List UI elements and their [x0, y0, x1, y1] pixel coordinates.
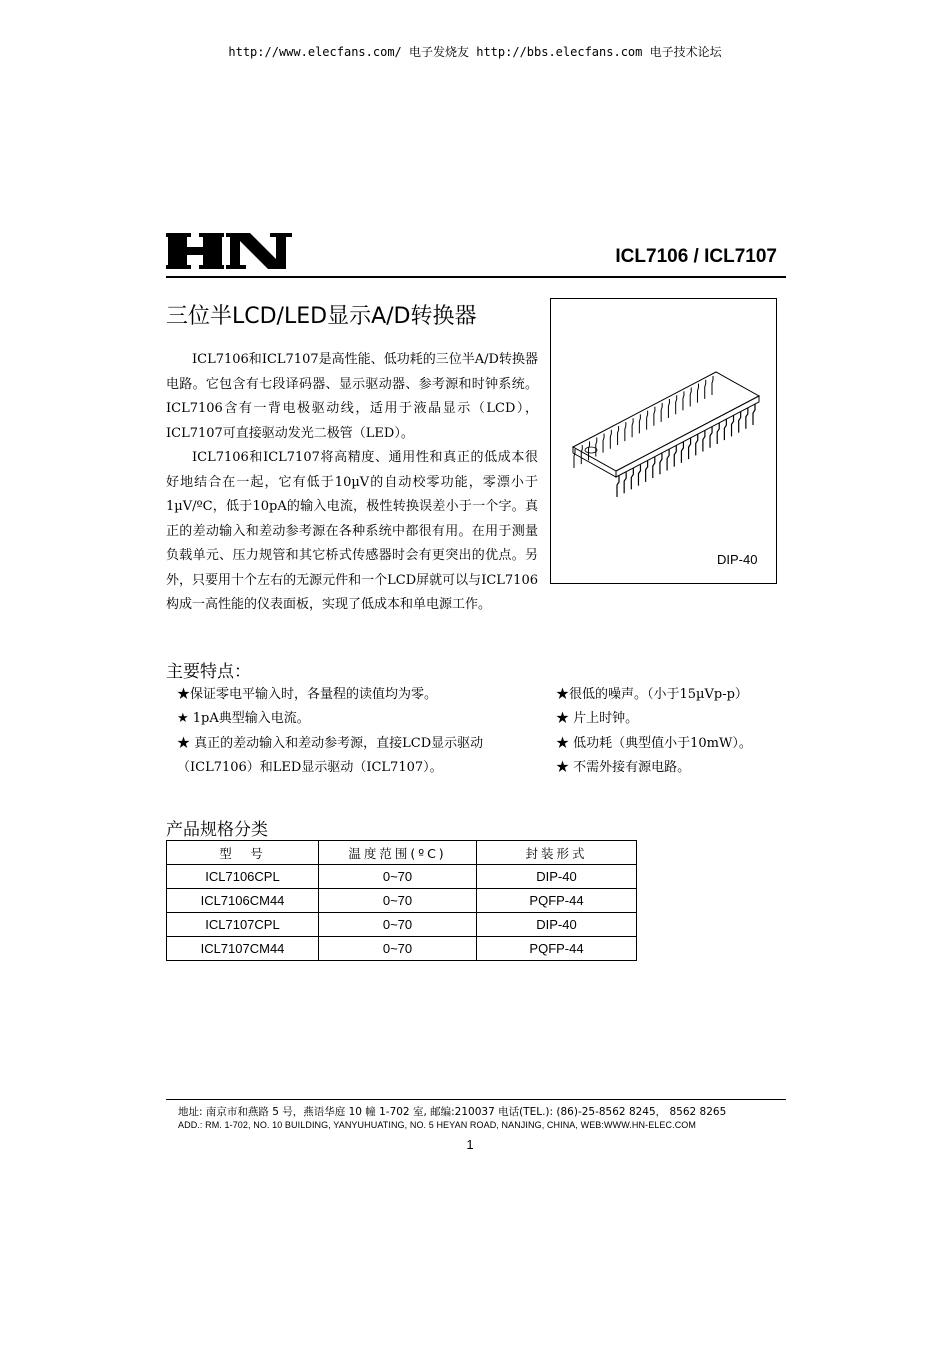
chip-pin	[710, 427, 712, 448]
chip-pin	[653, 457, 655, 478]
table-cell: 0~70	[319, 889, 477, 913]
chip-pin	[703, 431, 705, 452]
table-cell: ICL7106CM44	[167, 889, 319, 913]
table-cell: 0~70	[319, 865, 477, 889]
chip-pin	[674, 446, 676, 467]
feature-item: ★ 不需外接有源电路。	[556, 759, 691, 775]
table-row	[167, 889, 637, 913]
chip-pin	[689, 438, 691, 459]
intro-paragraph-2: ICL7106和ICL7107将高精度、通用性和真正的低成本很好地结合在一起，它有低于10µV的自动校零功能，零漂小于1µV/ºC，低于10pA的输入电流，极性转换误差小于一个字。真正的差动输入和差动参考源在各种系统中都很有用。在用于测量负载单元、压力规管和其它桥式传感器时会有更突出的优点。另外，只要用十个左右的无源元件和一个LCD屏就可以与ICL7106构成一高性能的仪表面板，实现了低成本和单电源工作。	[166, 450, 538, 612]
table-row	[167, 865, 637, 889]
table-cell: 0~70	[319, 937, 477, 961]
chip-pin	[732, 415, 734, 436]
part-number: ICL7106 / ICL7107	[615, 246, 777, 267]
page-number: 1	[466, 1137, 474, 1152]
features-title: 主要特点：	[166, 662, 251, 682]
feature-item: ★ 片上时钟。	[556, 711, 639, 727]
table-row	[167, 937, 637, 961]
page-title: 三位半LCD/LED显示A/D转换器	[166, 304, 477, 329]
chip-pin	[617, 476, 619, 497]
table-cell: ICL7107CPL	[167, 913, 319, 937]
footer-address-cn: 地址: 南京市和燕路 5 号，燕语华庭 10 幢 1-702 室, 邮编:210037 电话(TEL.): (86)-25-8562 8245， 8562 8265	[178, 1106, 727, 1118]
table-cell: DIP-40	[477, 865, 637, 889]
chip-pin	[753, 404, 755, 425]
footer-rule	[166, 1099, 786, 1100]
chip-pin	[681, 442, 683, 463]
chip-pin	[696, 434, 698, 455]
table-cell: DIP-40	[477, 913, 637, 937]
column-header-temp: 温度范围(ºC)	[319, 841, 477, 865]
dip-40-chip-illustration	[551, 299, 776, 583]
footer-address-en: ADD.: RM. 1-702, NO. 10 BUILDING, YANYUHUATING, NO. 5 HEYAN ROAD, NANJING, CHINA, WEB:WWW.HN-ELEC.COM	[178, 1120, 697, 1130]
package-image-box	[550, 298, 777, 584]
chip-pin	[638, 465, 640, 486]
hn-logo	[166, 232, 294, 270]
table-header-row	[167, 841, 637, 865]
chip-pin	[724, 419, 726, 440]
feature-item: ★很低的噪声。（小于15µVp-p）	[556, 687, 748, 702]
intro-text	[166, 348, 538, 618]
feature-item: ★保证零电平输入时，各量程的读值均为零。	[177, 687, 438, 702]
spec-title: 产品规格分类	[166, 820, 268, 840]
chip-pin	[624, 472, 626, 493]
feature-item: （ICL7106）和LED显示驱动（ICL7107）。	[177, 759, 443, 775]
chip-pin	[660, 453, 662, 474]
intro-paragraph-1: ICL7106和ICL7107是高性能、低功耗的三位半A/D转换器电路。它包含有七段译码器、显示驱动器、参考源和时钟系统。ICL7106含有一背电极驱动线，适用于液晶显示（LCD），ICL7107可直接驱动发光二极管（LED）。	[166, 352, 538, 441]
table-cell: PQFP-44	[477, 889, 637, 913]
table-cell: PQFP-44	[477, 937, 637, 961]
column-header-model: 型 号	[167, 841, 319, 865]
feature-item: ★ 低功耗（典型值小于10mW）。	[556, 735, 752, 751]
chip-pin	[739, 412, 741, 433]
features-right	[556, 683, 752, 780]
package-label: DIP-40	[717, 552, 758, 567]
features-left	[177, 683, 483, 780]
table-cell: 0~70	[319, 913, 477, 937]
table-row	[167, 913, 637, 937]
header-rule	[166, 276, 786, 278]
chip-pin	[746, 408, 748, 429]
feature-item: ★ 真正的差动输入和差动参考源，直接LCD显示驱动	[177, 735, 484, 751]
header-url-line: http://www.elecfans.com/ 电子发烧友 http://bbs.elecfans.com 电子技术论坛	[228, 45, 722, 59]
table-cell: ICL7106CPL	[167, 865, 319, 889]
chip-pin	[631, 468, 633, 489]
chip-pin	[717, 423, 719, 444]
column-header-package: 封装形式	[477, 841, 637, 865]
chip-pin	[667, 449, 669, 470]
spec-table	[166, 840, 637, 961]
table-cell: ICL7107CM44	[167, 937, 319, 961]
feature-item: ★ 1pA典型输入电流。	[177, 711, 310, 727]
chip-pin	[646, 461, 648, 482]
